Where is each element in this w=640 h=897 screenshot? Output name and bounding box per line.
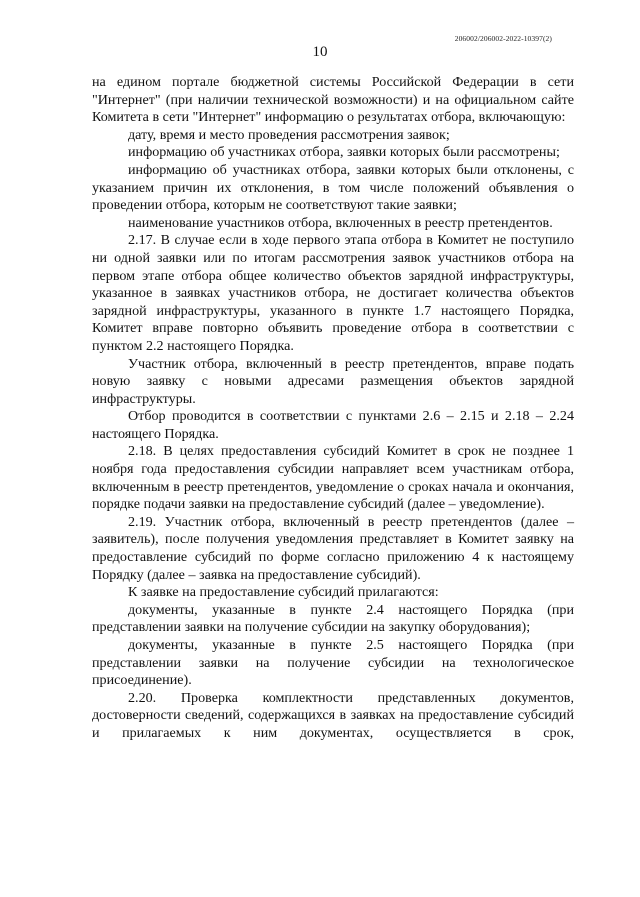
list-item-rejected: информацию об участниках отбора, заявки которых были отклонены, с указанием причин их отклонения, в том числе положений объявления о проведении отбора, которым не соответствуют такие заявки; [92,161,574,214]
list-item-date: дату, время и место проведения рассмотрения заявок; [128,126,450,143]
paragraph-2-17: 2.17. В случае если в ходе первого этапа отбора в Комитет не поступило ни одной заявки или по итогам рассмотрения заявок участников отбора на первом этапе отбора общее количество объектов зарядной инфраструктуры, указанное в заявках участников отбора, не достигает количества объектов зарядной инфраструктуры, указанного в пункте 1.7 настоящего Порядка, Комитет вправе повторно объявить проведение отбора в соответствии с пунктом 2.2 настоящего Порядка. [92,232,574,354]
paragraph-selection-rules: Отбор проводится в соответствии с пунктами 2.6 – 2.15 и 2.18 – 2.24 настоящего Порядка. [92,408,574,442]
list-item-reviewed: информацию об участниках отбора, заявки которых были рассмотрены; [128,144,560,161]
document-id: 206002/206002-2022-10397(2) [454,34,552,43]
list-item-equipment: документы, указанные в пункте 2.4 настоящего Порядка (при представлении заявки на получение субсидии на закупку оборудования); [92,601,574,636]
paragraph-new-application: Участник отбора, включенный в реестр претендентов, вправе подать новую заявку с новыми адресами размещения объектов зарядной инфраструктуры. [92,355,574,407]
paragraph-attachments: К заявке на предоставление субсидий прилагаются: [128,584,439,601]
paragraph-continuation: на едином портале бюджетной системы Российской Федерации в сети "Интернет" (при наличии технической возможности) и на официальном сайте Комитета в сети "Интернет" информацию о результатах отбора, включающую: [92,74,574,126]
paragraph-2-18: 2.18. В целях предоставления субсидий Комитет в срок не позднее 1 ноября года предоставления субсидии направляет всем участникам отбора, включенным в реестр претендентов, уведомление о сроках начала и окончания, порядке подачи заявки на предоставление субсидий (далее – уведомление). [92,443,574,513]
document-body [92,74,574,743]
list-item-registry: наименование участников отбора, включенных в реестр претендентов. [128,214,553,231]
list-item-connection: документы, указанные в пункте 2.5 настоящего Порядка (при представлении заявки на получение субсидии на технологическое присоединение). [92,637,574,689]
paragraph-2-20: 2.20. Проверка комплектности представленных документов, достоверности сведений, содержащихся в заявках на предоставление субсидий и прилагаемых к ним документах, осуществляется в срок, [92,689,574,741]
page-number: 10 [312,44,328,60]
paragraph-2-19: 2.19. Участник отбора, включенный в реестр претендентов (далее – заявитель), после получения уведомления представляет в Комитет заявку на предоставление субсидий по форме согласно приложению 4 к настоящему Порядку (далее – заявка на предоставление субсидий). [92,513,574,583]
